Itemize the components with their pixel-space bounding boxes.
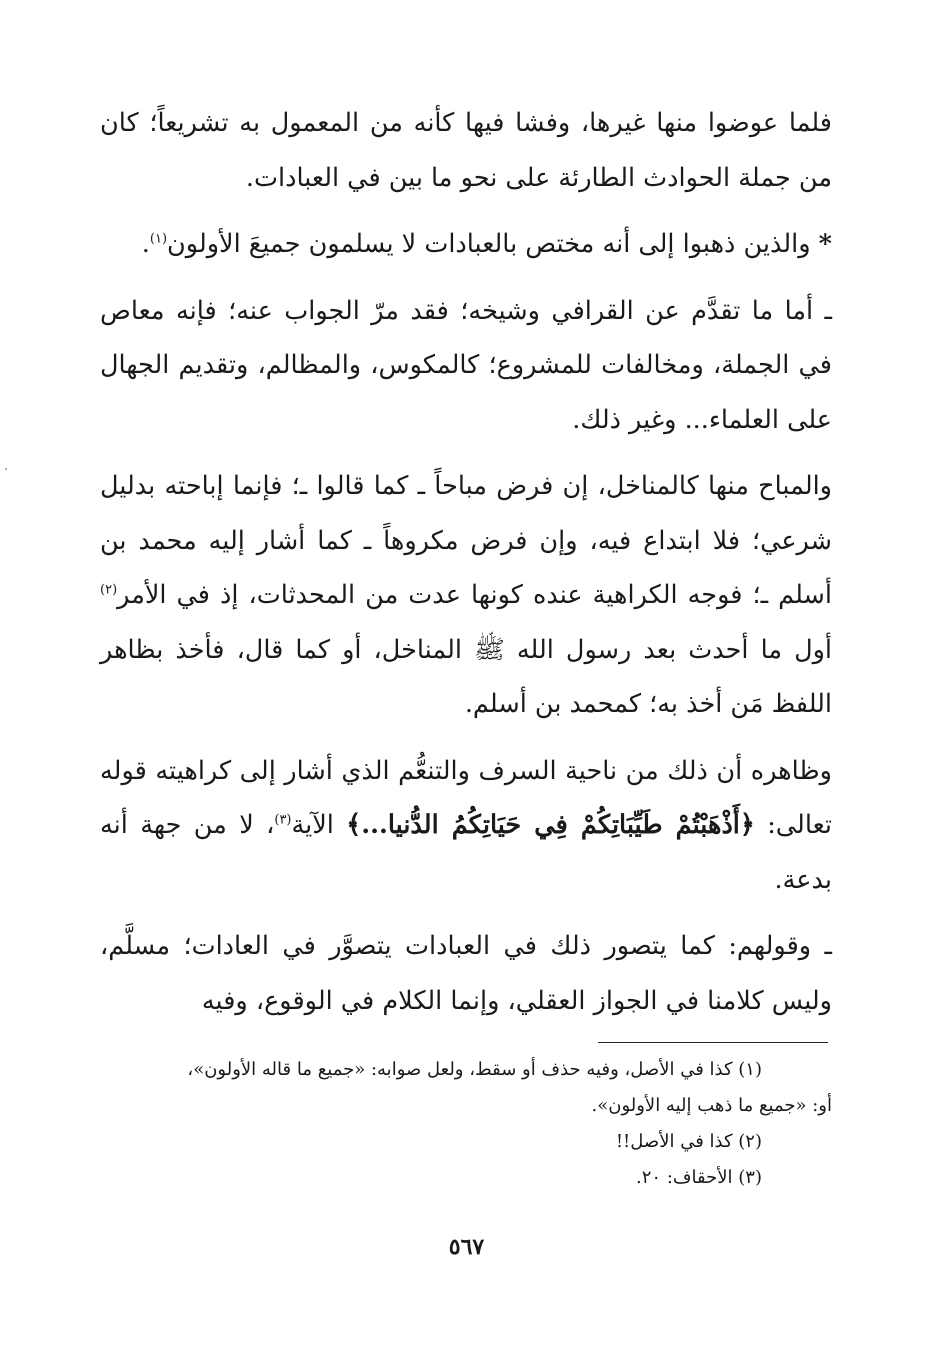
paragraph-2 (100, 217, 832, 272)
paragraph-2-end: . (141, 229, 150, 259)
footnote-separator (598, 1042, 828, 1043)
main-text (100, 96, 832, 1028)
paragraph-4-text-a: والمباح منها كالمناخل، إن فرض مباحاً ـ كما قالوا ـ؛ فإنما إباحته بدليل شرعي؛ فلا ابتداع فيه، وإن فرض مكروهاً ـ كما أشار إليه محمد بن أسلم ـ؛ فوجه الكراهية عنده كونها عدت من المحدثات، إذ في الأمر (100, 471, 832, 610)
footnote-ref-3[interactable]: (٣) (274, 812, 292, 828)
page-number: ٥٦٧ (448, 1234, 485, 1260)
paragraph-3 (100, 284, 832, 448)
footnote-ref-1[interactable]: (١) (149, 231, 168, 247)
paragraph-5-text-c: ، لا من جهة أنه بدعة. (100, 810, 832, 895)
paragraph-1-text: فلما عوضوا منها غيرها، وفشا فيها كأنه من المعمول به تشريعاً؛ كان من جملة الحوادث الطارئة على نحو ما بين في العبادات. (100, 108, 832, 193)
footnote-2: (٢) كذا في الأصل!! (615, 1131, 762, 1152)
scan-speck (5, 468, 7, 470)
quran-verse: ﴿أَذْهَبْتُمْ طَيِّبَاتِكُمْ فِي حَيَاتِكُمُ الدُّنيا...﴾ (346, 810, 755, 840)
paragraph-5-text-b: الآية (291, 810, 334, 840)
paragraph-3-text: ـ أما ما تقدَّم عن القرافي وشيخه؛ فقد مرّ الجواب عنه؛ فإنه معاص في الجملة، ومخالفات للمشروع؛ كالمكوس، والمظالم، وتقديم الجهال على العلماء... وغير ذلك. (100, 295, 832, 435)
paragraph-4-text-b: أول ما أحدث بعد رسول الله ﷺ المناخل، أو كما قال، فأخذ بظاهر اللفظ مَن أخذ به؛ كمحمد بن أسلم. (100, 634, 832, 719)
footnote-ref-2[interactable]: (٢) (100, 582, 118, 598)
paragraph-2-text: والذين ذهبوا إلى أنه مختص بالعبادات لا يسلمون جميعَ الأولون (167, 229, 811, 259)
paragraph-5-text-a: وظاهره أن ذلك من ناحية السرف والتنعُّم الذي أشار إلى كراهيته قوله تعالى: (100, 755, 832, 840)
footnotes (100, 1052, 832, 1196)
paragraph-4 (100, 459, 832, 732)
paragraph-5 (100, 744, 832, 908)
footnote-3: (٣) الأحقاف: ٢٠. (636, 1167, 762, 1188)
paragraph-6 (100, 919, 832, 1028)
paragraph-1 (100, 96, 832, 205)
footnote-1: (١) كذا في الأصل، وفيه حذف أو سقط، ولعل صوابه: «جميع ما قاله الأولون»، (187, 1059, 762, 1080)
paragraph-6-text: ـ وقولهم: كما يتصور ذلك في العبادات يتصوَّر في العادات؛ مسلَّم، وليس كلامنا في الجواز العقلي، وإنما الكلام في الوقوع، وفيه (100, 931, 832, 1016)
footnote-1-continuation: أو: «جميع ما ذهب إليه الأولون». (591, 1095, 832, 1116)
asterisk-marker: * (818, 229, 832, 259)
